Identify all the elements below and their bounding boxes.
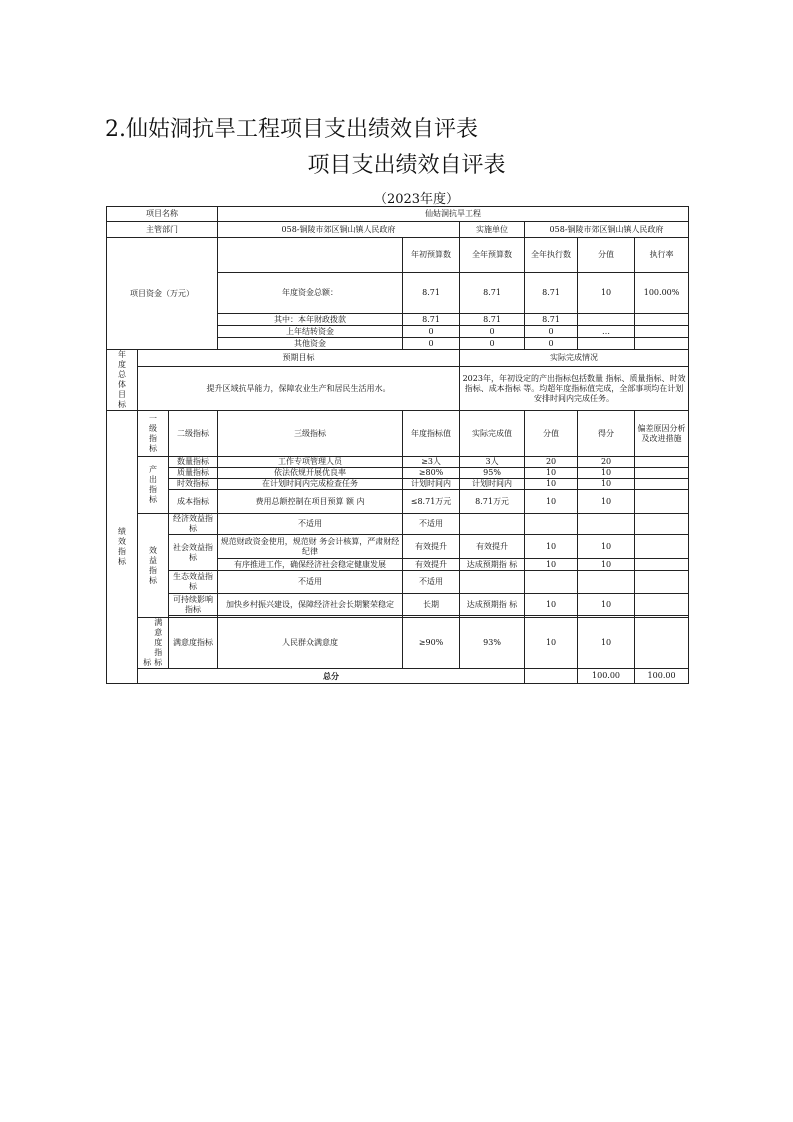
impl-label: 实施单位 xyxy=(460,222,525,238)
actual-cell: 8.71万元 xyxy=(460,490,525,514)
score-cell xyxy=(525,571,578,594)
indicator-row-economic xyxy=(107,514,689,535)
col-exec-rate: 执行率 xyxy=(635,238,689,273)
indicator-row-cost xyxy=(107,490,689,514)
fund-initial: 8.71 xyxy=(403,314,460,326)
points-cell xyxy=(578,514,635,535)
expected-goal-label: 预期目标 xyxy=(138,350,460,367)
score-cell: 10 xyxy=(525,618,578,669)
fund-exec: 0 xyxy=(525,338,578,350)
fund-exec: 8.71 xyxy=(525,314,578,326)
indicator-row-timeliness xyxy=(107,479,689,490)
score-cell: 10 xyxy=(525,468,578,479)
level2-cell: 质量指标 xyxy=(169,468,218,479)
fund-annual: 8.71 xyxy=(460,273,525,314)
level2-cell: 可持续影响指标 xyxy=(169,594,218,616)
department-row xyxy=(107,222,689,238)
fund-exec: 0 xyxy=(525,326,578,338)
fund-initial: 0 xyxy=(403,338,460,350)
col-score: 分值 xyxy=(525,411,578,457)
level3-cell: 依法依规开展优良率 xyxy=(218,468,403,479)
score-cell: 10 xyxy=(525,535,578,559)
points-cell: 10 xyxy=(578,490,635,514)
col-annual-exec: 全年执行数 xyxy=(525,238,578,273)
target-cell: 计划时间内 xyxy=(403,479,460,490)
level2-cell: 社会效益指标 xyxy=(169,535,218,571)
self-evaluation-table xyxy=(106,206,689,684)
points-cell: 10 xyxy=(578,559,635,571)
dept-label: 主管部门 xyxy=(107,222,218,238)
reason-cell xyxy=(635,490,689,514)
col-annual-budget: 全年预算数 xyxy=(460,238,525,273)
fund-label: 上年结转资金 xyxy=(218,326,403,338)
level3-cell: 人民群众满意度 xyxy=(218,618,403,669)
actual-cell: 有效提升 xyxy=(460,535,525,559)
effect-indicator-label: 效益指标 xyxy=(138,514,169,618)
fund-score xyxy=(578,338,635,350)
level3-cell: 不适用 xyxy=(218,514,403,535)
fund-annual: 0 xyxy=(460,326,525,338)
target-cell: 不适用 xyxy=(403,514,460,535)
score-cell: 20 xyxy=(525,457,578,468)
points-cell: 10 xyxy=(578,468,635,479)
fund-rate: 100.00% xyxy=(635,273,689,314)
funds-blank-cell xyxy=(218,238,403,273)
fund-rate xyxy=(635,338,689,350)
score-cell: 10 xyxy=(525,479,578,490)
impl-value: 058-铜陵市郊区铜山镇人民政府 xyxy=(525,222,689,238)
fund-score: 10 xyxy=(578,273,635,314)
points-cell: 10 xyxy=(578,618,635,669)
year-label: （2023年度） xyxy=(373,192,460,207)
performance-indicator-label: 绩效指标 xyxy=(107,411,138,684)
actual-cell: 达成预期指 标 xyxy=(460,559,525,571)
points-cell: 20 xyxy=(578,457,635,468)
fund-label: 年度资金总额： xyxy=(218,273,403,314)
score-cell: 10 xyxy=(525,594,578,616)
project-name-row xyxy=(107,207,689,222)
indicator-row-sustainable xyxy=(107,594,689,616)
points-cell: 10 xyxy=(578,479,635,490)
level3-cell: 规范财政资金使用，规范财 务会计核算，严肃财经纪律 xyxy=(218,535,403,559)
fund-annual: 8.71 xyxy=(460,314,525,326)
level2-cell: 数量指标 xyxy=(169,457,218,468)
reason-cell xyxy=(635,457,689,468)
level2-cell: 经济效益指标 xyxy=(169,514,218,535)
level2-cell: 满意度指标 xyxy=(169,618,218,669)
fund-rate xyxy=(635,326,689,338)
reason-cell xyxy=(635,514,689,535)
col-score: 分值 xyxy=(578,238,635,273)
level3-cell: 有序推进工作，确保经济社会稳定健康发展 xyxy=(218,559,403,571)
level2-cell: 时效指标 xyxy=(169,479,218,490)
indicator-row-quantity xyxy=(107,457,689,468)
level3-cell: 不适用 xyxy=(218,571,403,594)
level2-cell: 生态效益指标 xyxy=(169,571,218,594)
target-cell: 长期 xyxy=(403,594,460,616)
score-cell: 10 xyxy=(525,559,578,571)
fund-label: 其中：本年财政拨款 xyxy=(218,314,403,326)
target-cell: ≤8.71万元 xyxy=(403,490,460,514)
fund-exec: 8.71 xyxy=(525,273,578,314)
target-cell: 有效提升 xyxy=(403,559,460,571)
reason-cell xyxy=(635,571,689,594)
col-target: 年度指标值 xyxy=(403,411,460,457)
total-score: 100.00 xyxy=(578,669,635,684)
indicator-header-row xyxy=(107,411,689,457)
actual-cell: 93% xyxy=(460,618,525,669)
fund-rate xyxy=(635,314,689,326)
target-cell: ≥3人 xyxy=(403,457,460,468)
reason-cell xyxy=(635,559,689,571)
points-cell: 10 xyxy=(578,535,635,559)
overall-goal-content-row xyxy=(107,367,689,411)
score-cell: 10 xyxy=(525,490,578,514)
col-level3: 三级指标 xyxy=(218,411,403,457)
col-points: 得分 xyxy=(578,411,635,457)
funds-header-row xyxy=(107,238,689,273)
actual-cell: 达成预期指 标 xyxy=(460,594,525,616)
fund-score: … xyxy=(578,326,635,338)
level3-cell: 在计划时间内完成检查任务 xyxy=(218,479,403,490)
total-points: 100.00 xyxy=(635,669,689,684)
dept-value: 058-铜陵市郊区铜山镇人民政府 xyxy=(218,222,460,238)
output-indicator-label: 产出指标 xyxy=(138,457,169,514)
total-blank xyxy=(525,669,578,684)
actual-cell xyxy=(460,571,525,594)
total-row xyxy=(107,669,689,684)
col-level2: 二级指标 xyxy=(169,411,218,457)
target-cell: 不适用 xyxy=(403,571,460,594)
target-cell: ≥90% xyxy=(403,618,460,669)
col-actual: 实际完成值 xyxy=(460,411,525,457)
level3-cell: 费用总额控制在项目预算 额 内 xyxy=(218,490,403,514)
indicator-row-ecological xyxy=(107,571,689,594)
target-cell: ≥80% xyxy=(403,468,460,479)
actual-completion-text: 2023年，年初设定的产出指标包括数量 指标、质量指标、时效指标、成本指标 等。均超年度指标值完成，全部事项均在计划安排时间内完成任务。 xyxy=(460,367,689,411)
reason-cell xyxy=(635,479,689,490)
indicator-row-satisfaction xyxy=(107,618,689,669)
fund-annual: 0 xyxy=(460,338,525,350)
level3-cell: 加快乡村振兴建设，保障经济社会长期繁荣稳定 xyxy=(218,594,403,616)
document-heading: 2.仙姑洞抗旱工程项目支出绩效自评表 xyxy=(105,117,478,142)
level2-cell: 成本指标 xyxy=(169,490,218,514)
reason-cell xyxy=(635,468,689,479)
score-cell xyxy=(525,514,578,535)
col-deviation-reason: 偏差原因分析及改进措施 xyxy=(635,411,689,457)
actual-cell: 3人 xyxy=(460,457,525,468)
col-initial-budget: 年初预算数 xyxy=(403,238,460,273)
overall-goal-header-row xyxy=(107,350,689,367)
target-cell: 有效提升 xyxy=(403,535,460,559)
level3-cell: 工作专项管理人员 xyxy=(218,457,403,468)
fund-initial: 0 xyxy=(403,326,460,338)
actual-cell: 计划时间内 xyxy=(460,479,525,490)
project-name-value: 仙姑洞抗旱工程 xyxy=(218,207,689,222)
points-cell xyxy=(578,571,635,594)
actual-cell: 95% xyxy=(460,468,525,479)
col-level1: 一级指标 xyxy=(138,411,169,457)
reason-cell xyxy=(635,535,689,559)
actual-completion-label: 实际完成情况 xyxy=(460,350,689,367)
reason-cell xyxy=(635,618,689,669)
indicator-row-quality xyxy=(107,468,689,479)
project-name-label: 项目名称 xyxy=(107,207,218,222)
funds-label: 项目资金（万元） xyxy=(107,238,218,350)
fund-score xyxy=(578,314,635,326)
fund-label: 其他资金 xyxy=(218,338,403,350)
indicator-row-social-1 xyxy=(107,535,689,559)
actual-cell xyxy=(460,514,525,535)
table-title: 项目支出绩效自评表 xyxy=(307,153,506,178)
expected-goal-text: 提升区域抗旱能力，保障农业生产和居民生活用水。 xyxy=(138,367,460,411)
total-label: 总分 xyxy=(138,669,525,684)
overall-goal-label: 年度总体目标 xyxy=(107,350,138,411)
points-cell: 10 xyxy=(578,594,635,616)
fund-initial: 8.71 xyxy=(403,273,460,314)
reason-cell xyxy=(635,594,689,616)
satisfaction-indicator-label: 标 满意度指标 xyxy=(138,618,169,669)
